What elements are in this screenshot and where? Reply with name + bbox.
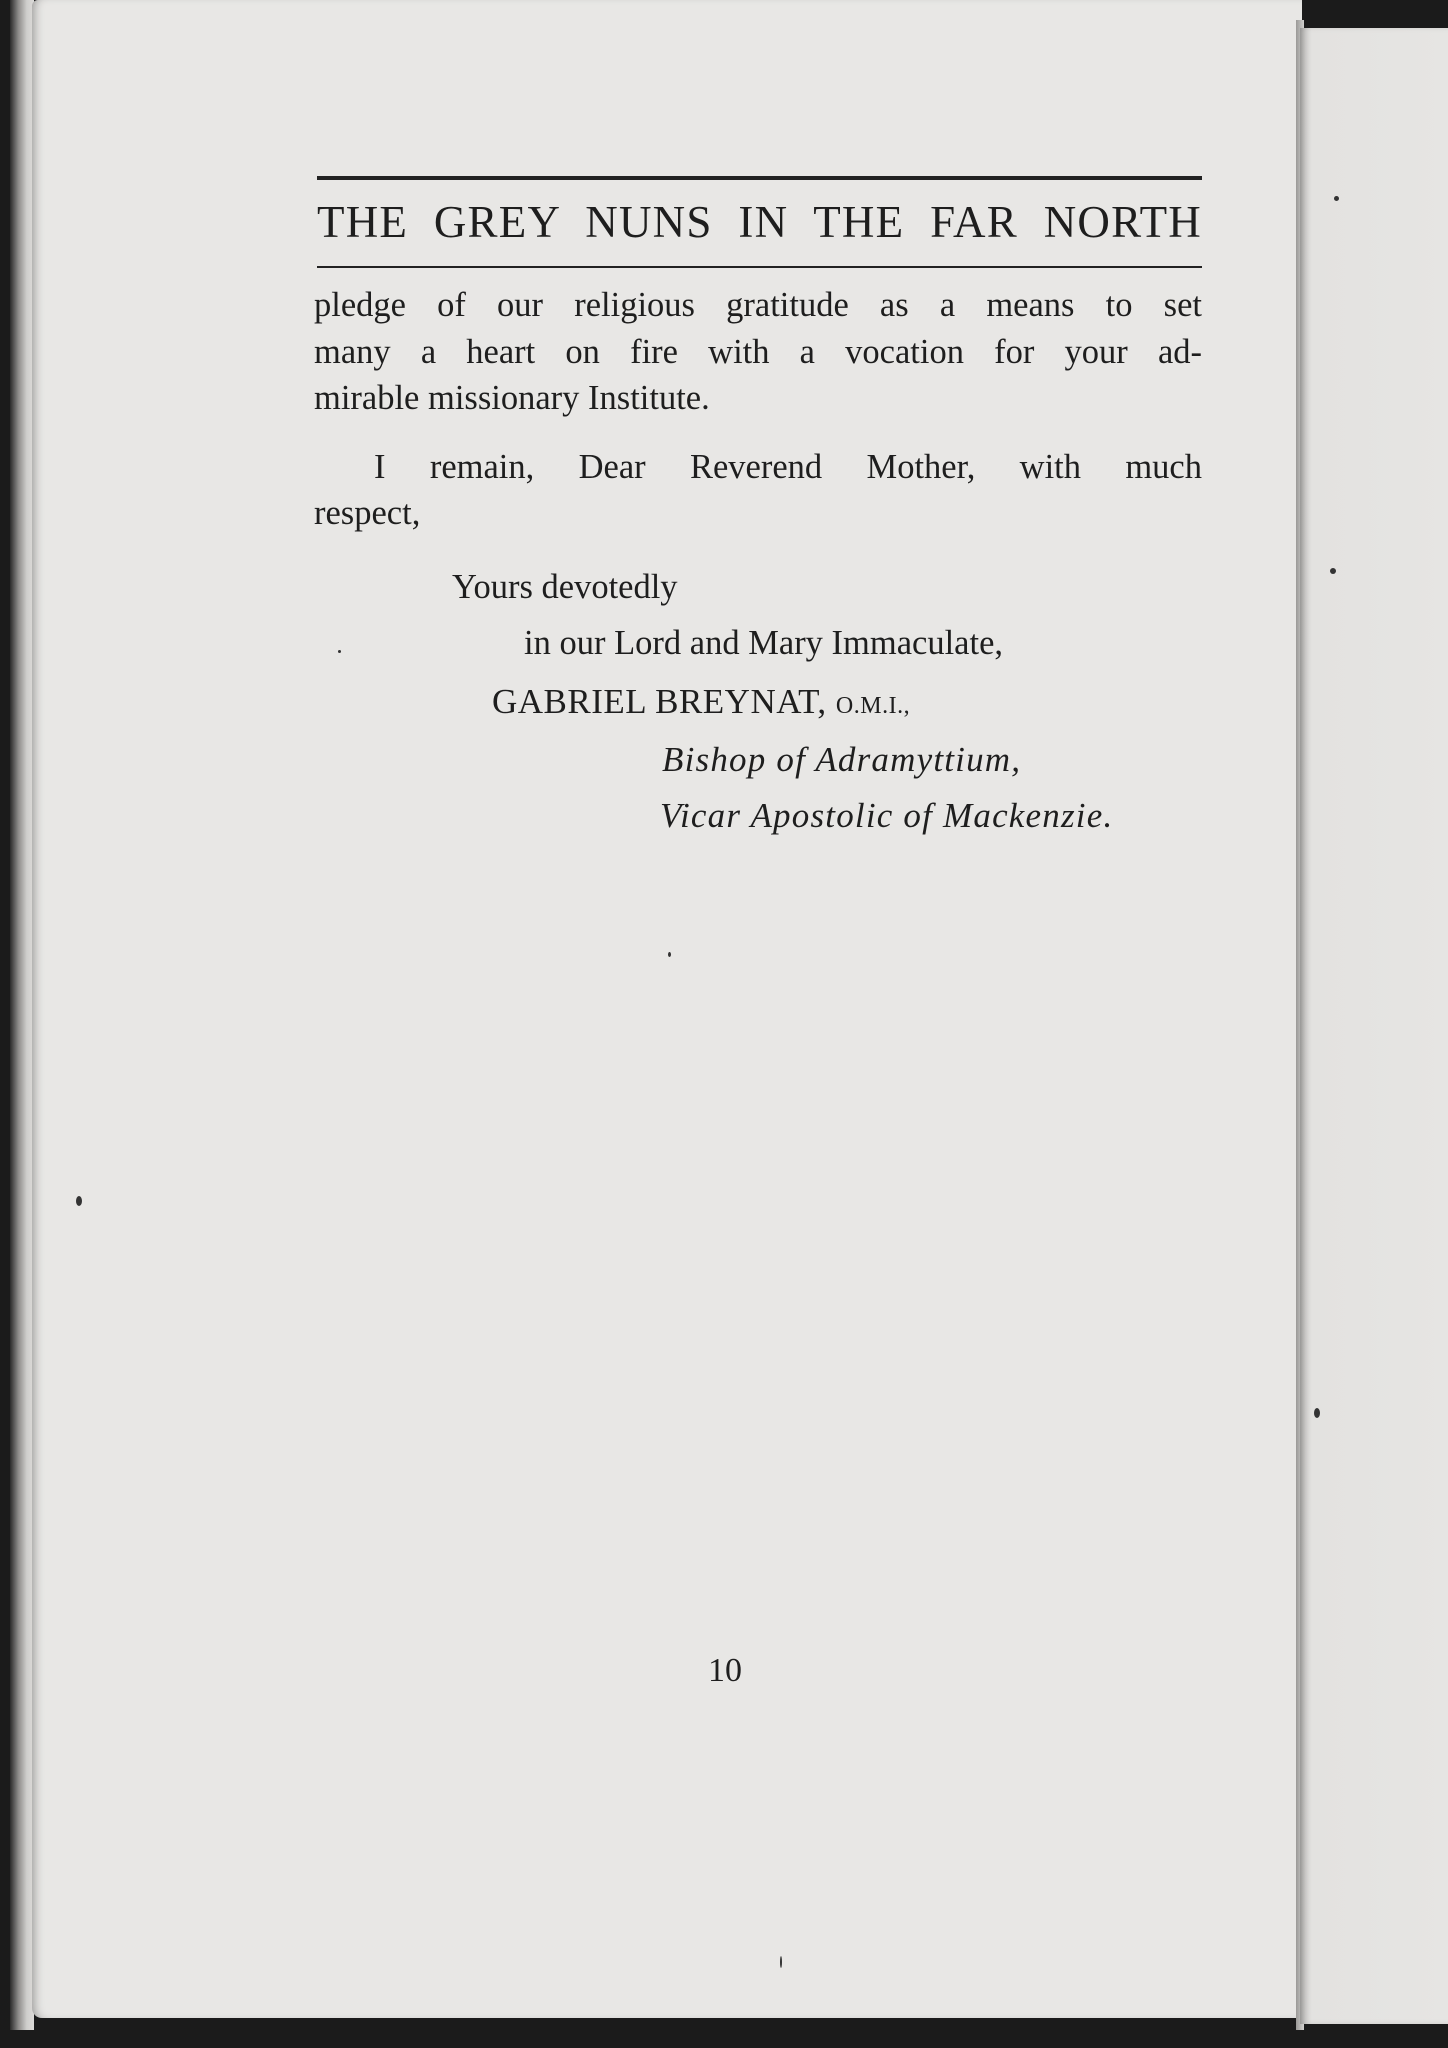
letter-body [314, 282, 1202, 537]
paper-speck [668, 952, 671, 957]
header-bottom-rule [317, 266, 1202, 268]
complimentary-close-continued: in our Lord and Mary Immaculate, [524, 624, 1004, 662]
body-line: many a heart on fire with a vocation for your ad- [314, 332, 1202, 371]
body-line: respect, [314, 494, 421, 532]
religious-order-abbreviation: O.M.I., [835, 693, 911, 719]
signatory-title: Vicar Apostolic of Mackenzie. [660, 796, 1114, 835]
signatory-title: Bishop of Adramyttium, [662, 740, 1022, 779]
running-head-title: THE GREY NUNS IN THE FAR NORTH [317, 197, 1202, 247]
paper-speck [338, 650, 341, 653]
complimentary-close: Yours devotedly [452, 568, 678, 606]
body-line: pledge of our religious gratitude as a means to set [314, 286, 1202, 324]
paper-speck [780, 1956, 782, 1968]
body-line: mirable missionary Institute. [314, 379, 710, 417]
signature-name [492, 682, 910, 722]
paper-speck [76, 1196, 82, 1206]
header-top-rule [317, 176, 1202, 180]
page-stack-edge [10, 0, 34, 2030]
body-line: I remain, Dear Reverend Mother, with much [374, 447, 1202, 486]
book-page [32, 0, 1302, 2018]
page-number: 10 [708, 1652, 742, 1689]
signatory-name: GABRIEL BREYNAT, [492, 682, 827, 721]
facing-page-edge [1300, 28, 1448, 2024]
